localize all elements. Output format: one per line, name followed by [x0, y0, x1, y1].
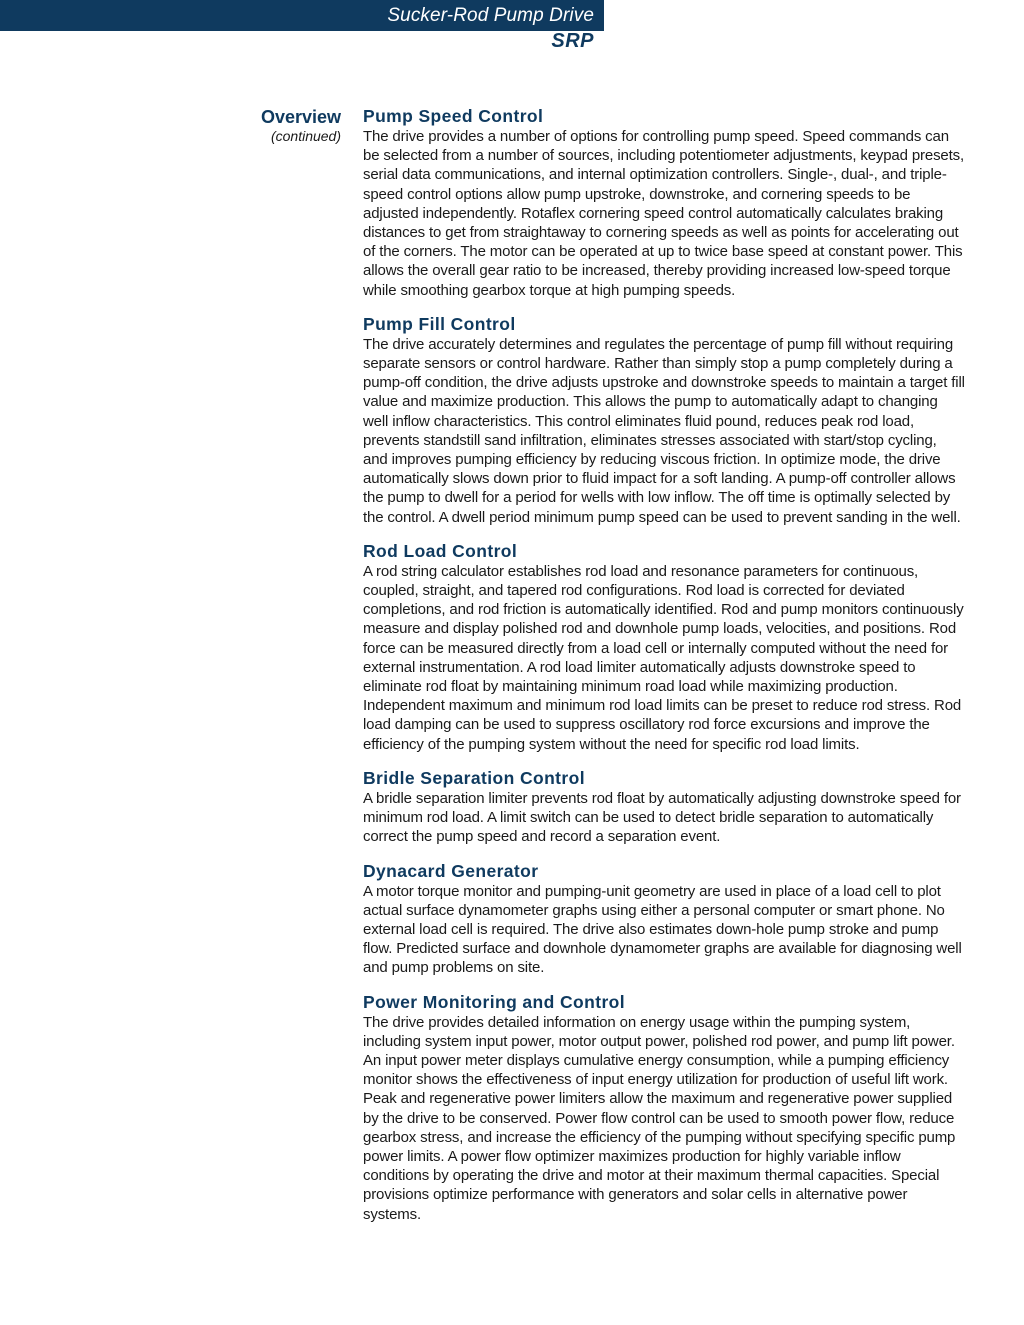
- side-subtitle: (continued): [270, 128, 341, 144]
- section-dynacard-generator: [363, 860, 965, 978]
- section-heading: Pump Fill Control: [363, 313, 516, 334]
- document-title: Sucker-Rod Pump Drive: [387, 5, 594, 26]
- section-body: The drive provides a number of options for controlling pump speed. Speed commands can be selected from a number of sources, including potentiometer adjustments, keypad presets, serial data communications, and internal optimization controllers. Single-, dual-, and triple-speed control options allow pump upstroke, downstroke, and cornering speeds to be adjusted independently. Rotaflex cornering speed control automatically calculates braking distances to get from straightaway to cornering speeds as well as points for accelerating out of the corners. The motor can be operated at up to twice base speed at constant power. This allows the overall gear ratio to be increased, thereby providing increased low-speed torque while smoothing gearbox torque at high pumping speeds.: [363, 128, 964, 299]
- section-body: The drive provides detailed information on energy usage within the pumping system, including system input power, motor output power, polished rod power, and pump lift power. An input power meter displays cumulative energy consumption, while a pumping efficiency monitor shows the effectiveness of input energy utilization for production of useful lift work. Peak and regenerative power limiters allow the maximum and regenerative power supplied by the drive to be conserved. Power flow control can be used to smooth power flow, reduce gearbox stress, and increase the efficiency of the pumping without specifying specific pump power limits. A power flow optimizer maximizes production for highly variable inflow conditions by operating the drive and motor at their maximum thermal capacities. Special provisions optimize performance with generators and solar cells in alternative power systems.: [363, 1013, 956, 1223]
- header-band: [0, 0, 604, 31]
- side-heading: [180, 106, 341, 144]
- section-rod-load-control: [363, 540, 965, 754]
- product-code: SRP: [551, 30, 594, 52]
- section-heading: Bridle Separation Control: [363, 767, 585, 788]
- section-body: A rod string calculator establishes rod load and resonance parameters for continuous, coupled, straight, and tapered rod configurations. Rod load is corrected for deviated completions, and rod friction is automatically identified. Rod and pump monitors continuously measure and display polished rod and downhole pump loads, velocities, and positions. Rod force can be measured directly from a load cell or internally computed without the need for external instrumentation. A rod load limiter automatically adjusts downstroke speed to eliminate rod float by maintaining minimum road load while maximizing production. Independent maximum and minimum rod load limits can be preset to reduce rod stress. Rod load damping can be used to suppress oscillatory rod force excursions and improve the efficiency of the pumping system without the need for specific rod load limits.: [363, 562, 964, 753]
- side-title: Overview: [260, 107, 341, 127]
- section-body: A motor torque monitor and pumping-unit geometry are used in place of a load cell to plot actual surface dynamometer graphs using either a personal computer or smart phone. No external load cell is required. The drive also estimates down-hole pump stroke and pump flow. Predicted surface and downhole dynamometer graphs are available for diagnosing well and pump problems on site.: [363, 882, 962, 977]
- main-content: [363, 105, 965, 1237]
- section-heading: Dynacard Generator: [363, 860, 539, 881]
- section-heading: Power Monitoring and Control: [363, 991, 626, 1012]
- section-heading: Pump Speed Control: [363, 106, 544, 126]
- section-body: The drive accurately determines and regulates the percentage of pump fill without requiring separate sensors or control hardware. Rather than simply stop a pump completely during a pump-off condition, the drive adjusts upstroke and downstroke speeds to maintain a target fill value and maximize production. This allows the pump to automatically adapt to changing well inflow characteristics. This control eliminates fluid pound, reduces peak rod load, prevents standstill sand infiltration, eliminates stresses associated with start/stop cycling, and improves pumping efficiency by reducing viscous friction. In optimize mode, the drive automatically slows down prior to fluid impact for a soft landing. A pump-off controller allows the pump to dwell for a period for wells with low inflow. The off time is optimally selected by the control. A dwell period minimum pump speed can be used to prevent sanding in the well.: [363, 335, 965, 526]
- section-pump-fill-control: [363, 313, 965, 527]
- section-power-monitoring-and-control: [363, 991, 965, 1224]
- section-heading: Rod Load Control: [363, 540, 518, 561]
- section-bridle-separation-control: [363, 767, 965, 847]
- section-body: A bridle separation limiter prevents rod float by automatically adjusting downstroke speed for minimum rod load. A limit switch can be used to detect bridle separation to automatically correct the pump speed and record a separation event.: [363, 789, 961, 846]
- section-pump-speed-control: [363, 105, 965, 300]
